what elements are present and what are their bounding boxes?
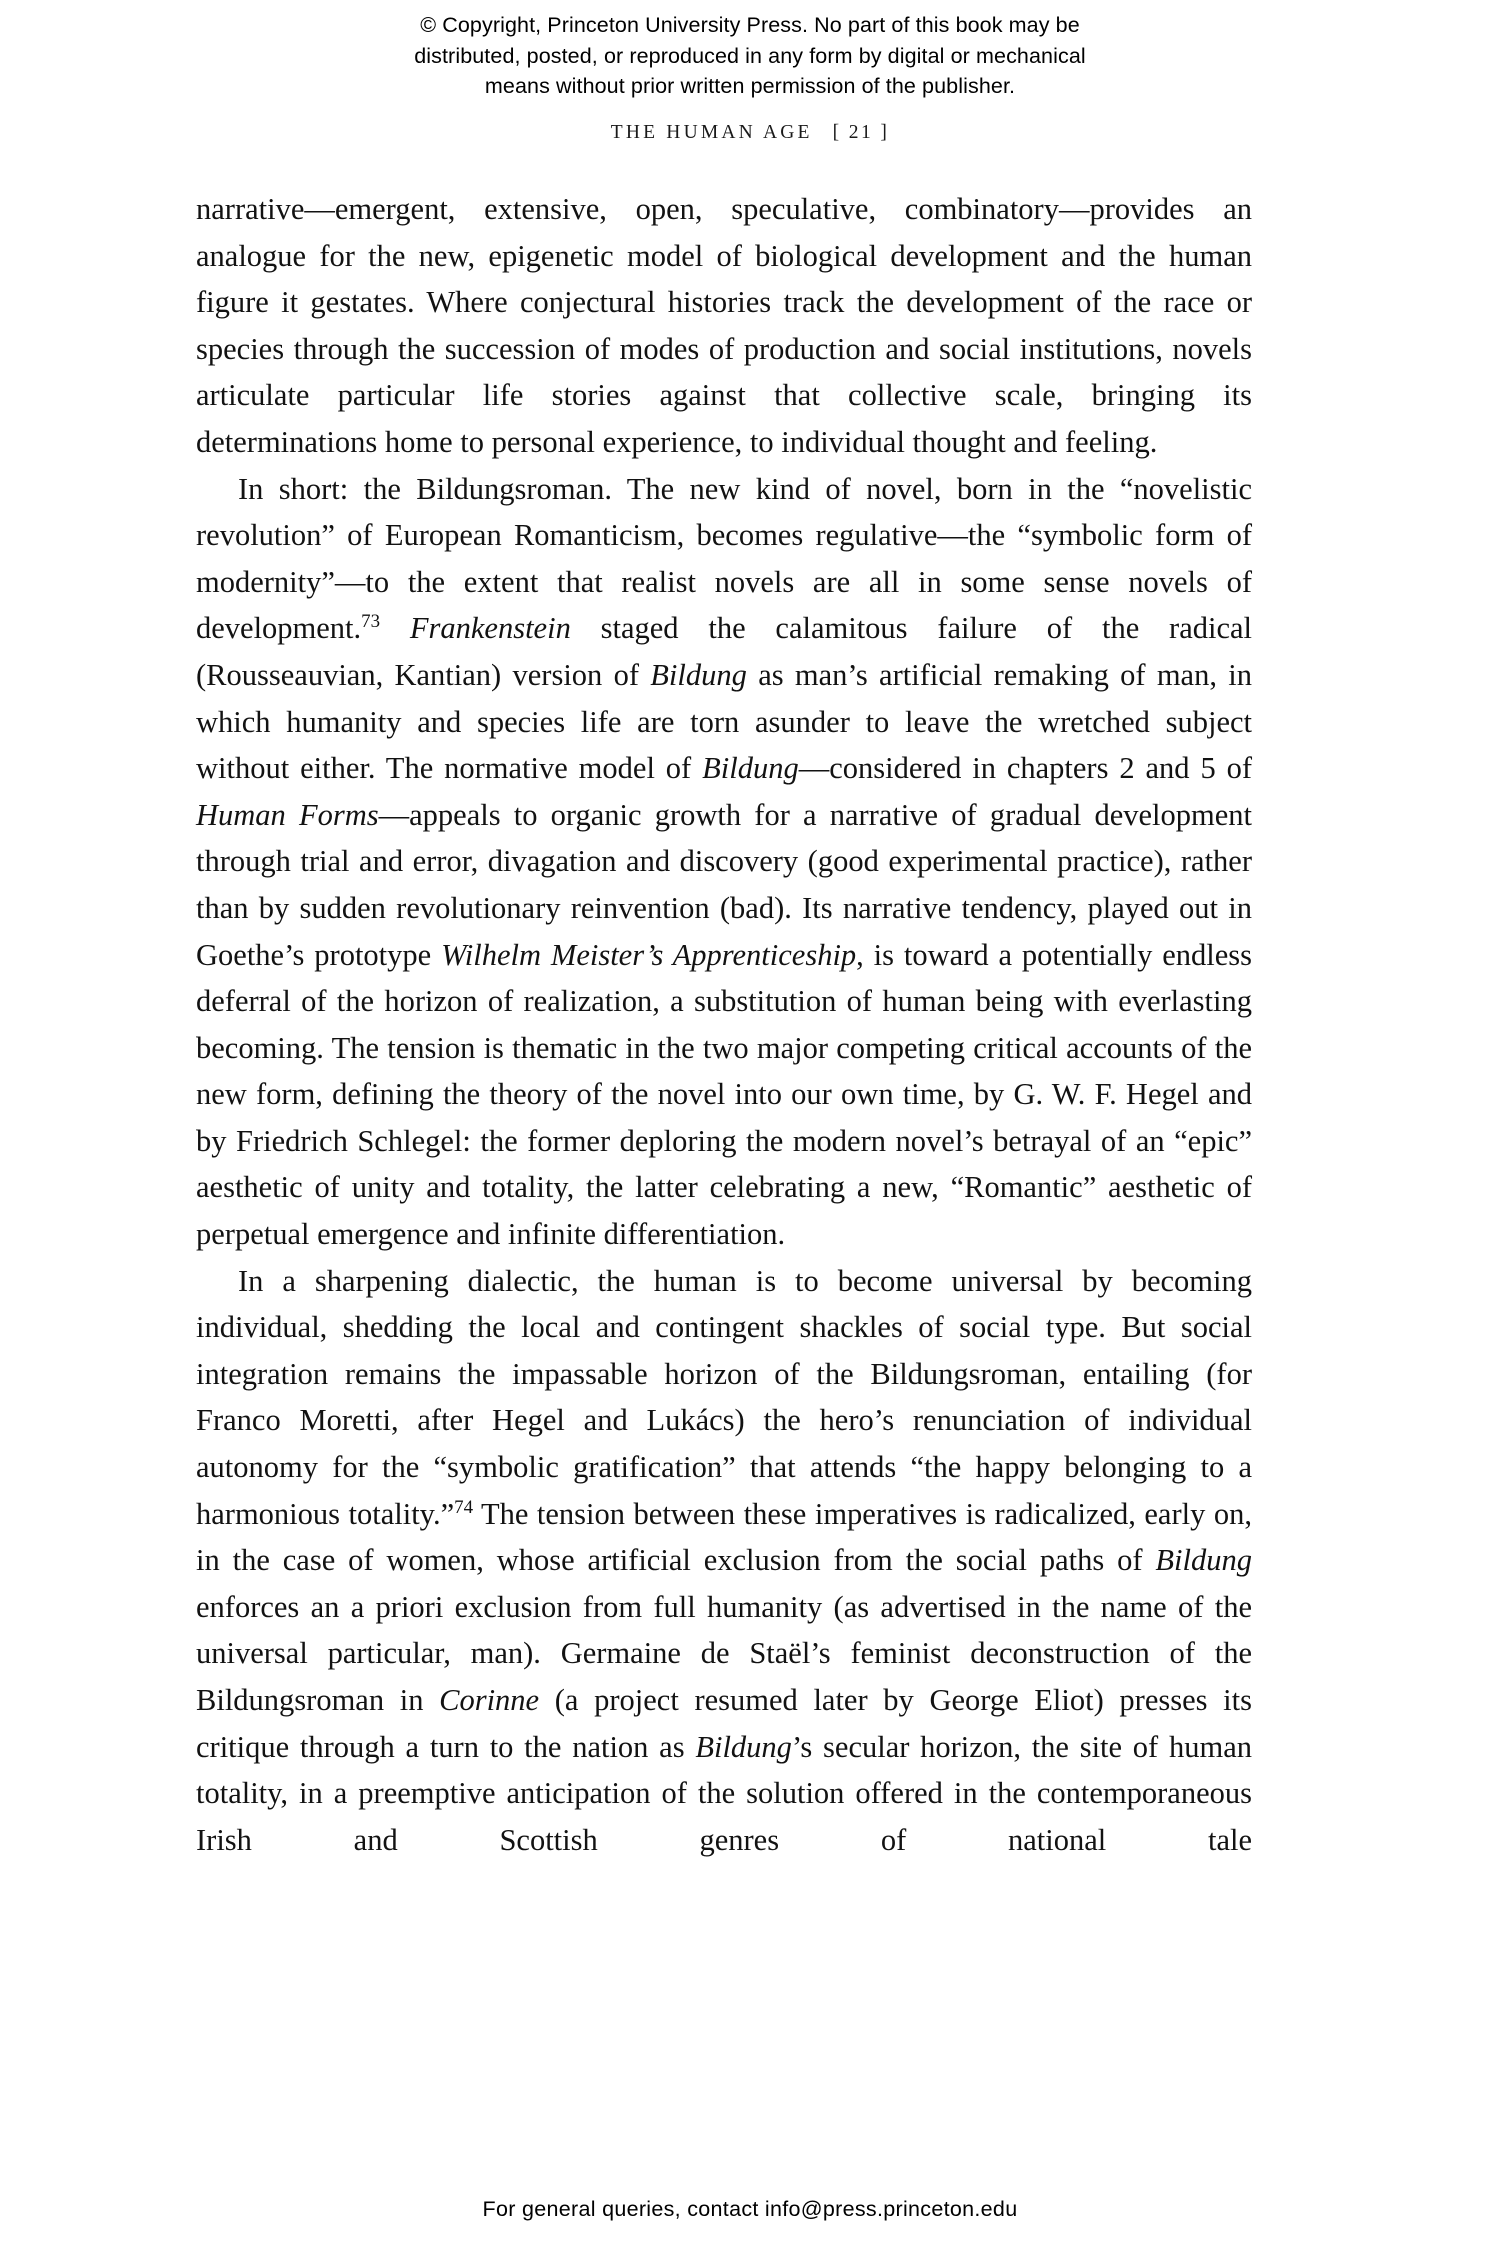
- running-head-title: THE HUMAN AGE: [610, 122, 813, 143]
- footnote-marker-73: 73: [361, 611, 381, 633]
- term-bildung-1: Bildung: [650, 657, 747, 692]
- term-bildung-4: Bildung: [695, 1729, 792, 1764]
- copyright-watermark-top: [0, 10, 1500, 102]
- page-number: [ 21 ]: [832, 122, 890, 143]
- paragraph-1: [196, 186, 1252, 466]
- paragraph-2-text-a: In short: the Bildungsroman. The new kind of novel, born in the “novelistic revolution” of European Romanticism, becomes regulative—the “symbolic form of modernity”—to the extent that realist novels are all in some sense novels of development.: [196, 471, 1252, 646]
- paragraph-3-text-b: The tension between these imperatives is radicalized, early on, in the case of women, whose artificial exclusion from the social paths of: [196, 1496, 1252, 1578]
- title-frankenstein: Frankenstein: [409, 611, 571, 646]
- paragraph-3-text-h: ’s secular horizon, the site of human totality, in a preemptive anticipation of the solution offered in the contemporaneous Irish and Scottish genres of national tale: [196, 1729, 1252, 1857]
- term-bildung-2: Bildung: [702, 751, 799, 786]
- paragraph-1-text: narrative—emergent, extensive, open, speculative, combinatory—provides an analogue for the new, epigenetic model of biological development and the human figure it gestates. Where conjectural histories track the development of the race or species through the succession of modes of production and social institutions, novels articulate particular life stories against that collective scale, bringing its determinations home to personal experience, to individual thought and feeling.: [196, 192, 1252, 459]
- general-queries-footer: For general queries, contact info@press.princeton.edu: [482, 2197, 1018, 2221]
- paragraph-2-text-c: staged the calamitous failure of the radical (Rousseauvian, Kantian) version of: [196, 611, 1253, 692]
- copyright-line-1: © Copyright, Princeton University Press. No part of this book may be: [420, 13, 1080, 37]
- paragraph-2-text-g: —considered in chapters 2 and 5 of: [798, 751, 1252, 786]
- title-corinne: Corinne: [439, 1683, 540, 1717]
- title-wilhelm-meister: Wilhelm Meister’s Apprenticeship: [441, 937, 857, 972]
- copyright-line-2: distributed, posted, or reproduced in any form by digital or mechanical: [414, 43, 1086, 68]
- paragraph-2: [196, 466, 1252, 1258]
- paragraph-3-text-d: enforces an a priori exclusion from full humanity (as advertised in the name of the universal particular, man). Germaine de Staël’s feminist deconstruction of the Bildungsroman in: [196, 1589, 1252, 1717]
- paragraph-2-text-k: , is toward a potentially endless deferral of the horizon of realization, a substitution of human being with everlasting becoming. The tension is thematic in the two major competing critical accounts of the new form, defining the theory of the novel into our own time, by G. W. F. Hegel and by Friedrich Schlegel: the former deploring the modern novel’s betrayal of an “epic” aesthetic of unity and totality, the latter celebrating a new, “Romantic” aesthetic of perpetual emergence and infinite differentiation.: [196, 937, 1253, 1252]
- term-bildung-3: Bildung: [1155, 1543, 1252, 1578]
- paragraph-3: [196, 1258, 1252, 1910]
- paragraph-2-text-i: —appeals to organic growth for a narrative of gradual development through trial and error, divagation and discovery (good experimental practice), rather than by sudden revolutionary reinvention (bad). Its narrative tendency, played out in Goethe’s prototype: [196, 797, 1252, 972]
- running-head: [0, 122, 1500, 144]
- footnote-marker-74: 74: [454, 1496, 474, 1518]
- copyright-line-3: means without prior written permission of the publisher.: [484, 74, 1016, 98]
- paragraph-2-text-e: as man’s artificial remaking of man, in which humanity and species life are torn asunder to leave the wretched subject without either. The normative model of: [196, 657, 1252, 786]
- paragraph-3-text-a: In a sharpening dialectic, the human is to become universal by becoming individual, shedding the local and contingent shackles of social type. But social integration remains the impassable horizon of the Bildungsroman, entailing (for Franco Moretti, after Hegel and Lukács) the hero’s renunciation of individual autonomy for the “symbolic gratification” that attends “the happy belonging to a harmonious totality.”: [196, 1263, 1252, 1531]
- page-body-text: [196, 186, 1252, 1910]
- title-human-forms: Human Forms: [196, 797, 379, 832]
- paragraph-3-text-f: (a project resumed later by George Eliot) presses its critique through a turn to the nation as: [196, 1683, 1252, 1764]
